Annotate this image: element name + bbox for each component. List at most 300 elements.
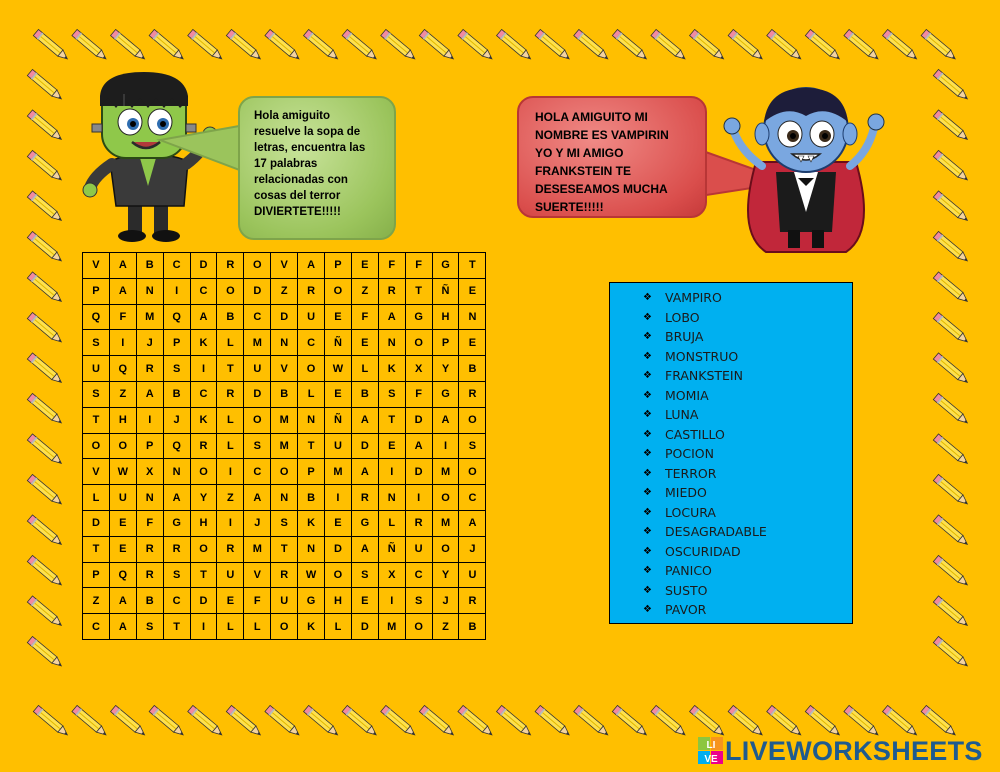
pencil-icon — [188, 705, 225, 737]
grid-cell[interactable]: D — [83, 510, 110, 536]
grid-cell[interactable]: T — [405, 278, 432, 304]
grid-cell[interactable]: K — [298, 614, 325, 640]
grid-cell[interactable]: R — [217, 253, 244, 279]
grid-cell[interactable]: R — [190, 433, 217, 459]
pencil-icon — [342, 705, 379, 737]
diamond-bullet-icon: ❖ — [643, 506, 652, 518]
grid-cell[interactable]: C — [405, 562, 432, 588]
grid-cell[interactable]: S — [163, 356, 190, 382]
grid-cell[interactable]: Z — [109, 381, 136, 407]
pencil-icon — [342, 29, 379, 61]
grid-cell[interactable]: I — [378, 459, 405, 485]
grid-cell[interactable]: R — [405, 510, 432, 536]
grid-cell[interactable]: Z — [351, 278, 378, 304]
word-list-item — [643, 347, 852, 367]
word-list-item — [643, 483, 852, 503]
grid-cell[interactable]: G — [405, 304, 432, 330]
grid-row — [83, 614, 486, 640]
grid-cell[interactable]: K — [190, 407, 217, 433]
word-search-grid — [82, 252, 486, 640]
grid-cell[interactable]: S — [351, 562, 378, 588]
grid-cell[interactable]: I — [217, 510, 244, 536]
word-list-item — [643, 561, 852, 581]
grid-cell[interactable]: V — [83, 459, 110, 485]
grid-cell[interactable]: Z — [432, 614, 459, 640]
word-list-item — [643, 327, 852, 347]
grid-cell[interactable]: S — [163, 562, 190, 588]
grid-cell[interactable]: U — [271, 588, 298, 614]
grid-cell[interactable]: K — [298, 510, 325, 536]
pencil-icon — [226, 705, 263, 737]
grid-cell[interactable]: L — [378, 510, 405, 536]
pencil-icon — [458, 29, 495, 61]
word-list-item — [643, 308, 852, 328]
grid-cell[interactable]: A — [432, 407, 459, 433]
pencil-icon — [933, 434, 970, 466]
grid-cell[interactable]: A — [190, 304, 217, 330]
grid-cell[interactable]: S — [405, 588, 432, 614]
grid-cell[interactable]: T — [163, 614, 190, 640]
grid-cell[interactable]: V — [271, 253, 298, 279]
word-list-item — [643, 288, 852, 308]
pencil-icon — [497, 29, 534, 61]
liveworksheets-text: LIVEWORKSHEETS — [725, 735, 983, 766]
grid-cell[interactable]: A — [109, 278, 136, 304]
pencil-icon — [535, 29, 572, 61]
grid-cell[interactable]: A — [109, 588, 136, 614]
grid-cell[interactable]: R — [217, 536, 244, 562]
grid-cell[interactable]: E — [325, 304, 352, 330]
grid-cell[interactable]: L — [83, 485, 110, 511]
grid-cell[interactable]: L — [217, 407, 244, 433]
grid-cell[interactable]: S — [244, 433, 271, 459]
grid-cell[interactable]: B — [163, 381, 190, 407]
word-list — [610, 283, 852, 620]
grid-cell[interactable]: P — [298, 459, 325, 485]
grid-cell[interactable]: S — [83, 381, 110, 407]
grid-cell[interactable]: N — [136, 278, 163, 304]
grid-cell[interactable]: T — [190, 562, 217, 588]
grid-cell[interactable]: Q — [109, 562, 136, 588]
word-label: MONSTRUO — [665, 348, 739, 364]
pencil-icon — [149, 29, 186, 61]
grid-cell[interactable]: N — [271, 330, 298, 356]
grid-cell[interactable]: W — [298, 562, 325, 588]
grid-cell[interactable]: C — [190, 278, 217, 304]
word-list-item — [643, 542, 852, 562]
grid-cell[interactable]: D — [190, 253, 217, 279]
grid-cell[interactable]: E — [459, 330, 486, 356]
grid-cell[interactable]: F — [351, 304, 378, 330]
grid-cell[interactable]: D — [244, 381, 271, 407]
grid-cell[interactable]: O — [244, 407, 271, 433]
grid-cell[interactable]: O — [432, 536, 459, 562]
diamond-bullet-icon: ❖ — [643, 487, 652, 499]
grid-cell[interactable]: H — [325, 588, 352, 614]
grid-cell[interactable]: T — [83, 407, 110, 433]
grid-cell[interactable]: D — [351, 614, 378, 640]
grid-cell[interactable]: T — [83, 536, 110, 562]
pencil-icon — [27, 191, 64, 223]
grid-cell[interactable]: Y — [432, 562, 459, 588]
pencil-icon — [27, 636, 64, 668]
grid-cell[interactable]: T — [217, 356, 244, 382]
word-list-item — [643, 366, 852, 386]
grid-cell[interactable]: L — [244, 614, 271, 640]
grid-cell[interactable]: M — [325, 459, 352, 485]
grid-cell[interactable]: A — [136, 381, 163, 407]
grid-cell[interactable]: R — [136, 536, 163, 562]
grid-cell[interactable]: X — [136, 459, 163, 485]
grid-cell[interactable]: Y — [190, 485, 217, 511]
grid-cell[interactable]: R — [378, 278, 405, 304]
grid-cell[interactable]: S — [136, 614, 163, 640]
grid-cell[interactable]: E — [109, 536, 136, 562]
grid-cell[interactable]: V — [271, 356, 298, 382]
grid-cell[interactable]: F — [405, 381, 432, 407]
pencil-icon — [27, 515, 64, 547]
grid-cell[interactable]: V — [244, 562, 271, 588]
grid-cell[interactable]: R — [351, 485, 378, 511]
grid-cell[interactable]: R — [217, 381, 244, 407]
pencil-icon — [883, 29, 920, 61]
grid-cell[interactable]: E — [459, 278, 486, 304]
grid-cell[interactable]: G — [432, 381, 459, 407]
grid-cell[interactable]: S — [271, 510, 298, 536]
grid-cell[interactable]: O — [190, 459, 217, 485]
grid-cell[interactable]: I — [217, 459, 244, 485]
pencil-icon — [381, 29, 418, 61]
grid-cell[interactable]: J — [163, 407, 190, 433]
grid-cell[interactable]: M — [432, 510, 459, 536]
grid-cell[interactable]: D — [405, 459, 432, 485]
pencil-icon — [265, 705, 302, 737]
grid-cell[interactable]: M — [271, 407, 298, 433]
grid-cell[interactable]: Q — [83, 304, 110, 330]
grid-cell[interactable]: F — [405, 253, 432, 279]
liveworksheets-badge-icon — [697, 736, 725, 766]
grid-cell[interactable]: G — [432, 253, 459, 279]
pencil-icon — [535, 705, 572, 737]
grid-cell[interactable]: C — [459, 485, 486, 511]
grid-cell[interactable]: I — [190, 356, 217, 382]
grid-cell[interactable]: Z — [217, 485, 244, 511]
grid-cell[interactable]: A — [163, 485, 190, 511]
grid-cell[interactable]: B — [271, 381, 298, 407]
grid-cell[interactable]: A — [405, 433, 432, 459]
grid-cell[interactable]: N — [136, 485, 163, 511]
grid-cell[interactable]: C — [163, 588, 190, 614]
pencil-icon — [933, 191, 970, 223]
grid-cell[interactable]: Ñ — [378, 536, 405, 562]
grid-cell[interactable]: A — [351, 459, 378, 485]
grid-cell[interactable]: I — [163, 278, 190, 304]
grid-cell[interactable]: C — [244, 459, 271, 485]
grid-cell[interactable]: A — [459, 510, 486, 536]
pencil-icon — [111, 29, 148, 61]
word-label: CASTILLO — [665, 426, 725, 442]
grid-cell[interactable]: O — [405, 614, 432, 640]
grid-cell[interactable]: N — [163, 459, 190, 485]
grid-cell[interactable]: D — [405, 407, 432, 433]
grid-row — [83, 588, 486, 614]
grid-cell[interactable]: P — [83, 562, 110, 588]
grid-cell[interactable]: G — [298, 588, 325, 614]
grid-cell[interactable]: R — [459, 381, 486, 407]
grid-cell[interactable]: M — [432, 459, 459, 485]
grid-cell[interactable]: D — [271, 304, 298, 330]
grid-cell[interactable]: D — [351, 433, 378, 459]
grid-cell[interactable]: H — [109, 407, 136, 433]
pencil-icon — [921, 29, 958, 61]
grid-cell[interactable]: A — [378, 304, 405, 330]
grid-cell[interactable]: M — [378, 614, 405, 640]
grid-cell[interactable]: N — [298, 407, 325, 433]
grid-cell[interactable]: H — [190, 510, 217, 536]
word-list-item — [643, 444, 852, 464]
grid-cell[interactable]: U — [405, 536, 432, 562]
grid-cell[interactable]: Y — [432, 356, 459, 382]
diamond-bullet-icon: ❖ — [643, 565, 652, 577]
grid-cell[interactable]: B — [459, 614, 486, 640]
grid-cell[interactable]: Ñ — [432, 278, 459, 304]
grid-cell[interactable]: E — [325, 510, 352, 536]
grid-cell[interactable]: B — [459, 356, 486, 382]
diamond-bullet-icon: ❖ — [643, 448, 652, 460]
grid-cell[interactable]: Q — [163, 433, 190, 459]
word-label: LOBO — [665, 309, 700, 325]
grid-cell[interactable]: U — [217, 562, 244, 588]
word-list-item — [643, 405, 852, 425]
grid-row — [83, 381, 486, 407]
grid-cell[interactable]: O — [298, 356, 325, 382]
grid-cell[interactable]: U — [298, 304, 325, 330]
grid-cell[interactable]: O — [459, 407, 486, 433]
frankenstein-speech-bubble — [238, 96, 396, 240]
grid-cell[interactable]: I — [190, 614, 217, 640]
diamond-bullet-icon: ❖ — [643, 526, 652, 538]
grid-cell[interactable]: E — [109, 510, 136, 536]
pencil-icon — [933, 393, 970, 425]
grid-cell[interactable]: U — [109, 485, 136, 511]
grid-cell[interactable]: R — [459, 588, 486, 614]
grid-cell[interactable]: F — [244, 588, 271, 614]
grid-cell[interactable]: N — [378, 330, 405, 356]
grid-cell[interactable]: L — [217, 614, 244, 640]
grid-cell[interactable]: B — [217, 304, 244, 330]
grid-cell[interactable]: E — [351, 253, 378, 279]
grid-cell[interactable]: V — [83, 253, 110, 279]
grid-cell[interactable]: B — [351, 381, 378, 407]
word-list-item — [643, 386, 852, 406]
grid-cell[interactable]: T — [271, 536, 298, 562]
grid-cell[interactable]: C — [244, 304, 271, 330]
grid-cell[interactable]: E — [325, 381, 352, 407]
grid-cell[interactable]: O — [244, 253, 271, 279]
grid-cell[interactable]: Q — [109, 356, 136, 382]
grid-cell[interactable]: K — [190, 330, 217, 356]
grid-cell[interactable]: I — [378, 588, 405, 614]
grid-cell[interactable]: Q — [163, 304, 190, 330]
grid-cell[interactable]: A — [351, 536, 378, 562]
diamond-bullet-icon: ❖ — [643, 584, 652, 596]
grid-cell[interactable]: N — [271, 485, 298, 511]
grid-cell[interactable]: D — [244, 278, 271, 304]
grid-cell[interactable]: S — [83, 330, 110, 356]
grid-cell[interactable]: X — [378, 562, 405, 588]
grid-cell[interactable]: B — [136, 588, 163, 614]
pencil-icon — [265, 29, 302, 61]
grid-cell[interactable]: F — [109, 304, 136, 330]
grid-cell[interactable]: P — [325, 253, 352, 279]
grid-cell[interactable]: T — [378, 407, 405, 433]
word-list-item — [643, 581, 852, 601]
pencil-icon — [27, 312, 64, 344]
grid-cell[interactable]: G — [351, 510, 378, 536]
grid-row — [83, 253, 486, 279]
grid-cell[interactable]: P — [136, 433, 163, 459]
grid-cell[interactable]: J — [136, 330, 163, 356]
pencil-icon — [226, 29, 263, 61]
grid-cell[interactable]: H — [432, 304, 459, 330]
grid-cell[interactable]: C — [298, 330, 325, 356]
grid-cell[interactable]: C — [190, 381, 217, 407]
grid-cell[interactable]: M — [271, 433, 298, 459]
grid-cell[interactable]: L — [325, 614, 352, 640]
vampire-character — [716, 82, 891, 257]
grid-cell[interactable]: M — [244, 536, 271, 562]
grid-cell[interactable]: R — [271, 562, 298, 588]
grid-cell[interactable]: O — [109, 433, 136, 459]
grid-cell[interactable]: N — [459, 304, 486, 330]
grid-cell[interactable]: A — [244, 485, 271, 511]
grid-cell[interactable]: O — [83, 433, 110, 459]
grid-cell[interactable]: I — [109, 330, 136, 356]
grid-cell[interactable]: I — [432, 433, 459, 459]
grid-cell[interactable]: U — [83, 356, 110, 382]
grid-cell[interactable]: T — [298, 433, 325, 459]
grid-cell[interactable]: E — [217, 588, 244, 614]
pencil-icon — [27, 353, 64, 385]
grid-cell[interactable]: O — [325, 562, 352, 588]
grid-cell[interactable]: S — [378, 381, 405, 407]
word-list-item — [643, 522, 852, 542]
frankenstein-speech-text: Hola amiguito resuelve la sopa de letras, encuentra las 17 palabras relacionadas con cosas del terror DIVIERTETE!!!!! — [254, 110, 366, 218]
grid-cell[interactable]: I — [405, 485, 432, 511]
word-label: SUSTO — [665, 582, 708, 598]
grid-cell[interactable]: L — [351, 356, 378, 382]
grid-cell[interactable]: J — [459, 536, 486, 562]
pencil-icon — [805, 29, 842, 61]
vampire-speech-text: HOLA AMIGUITO MI NOMBRE ES VAMPIRIN YO Y MI AMIGO FRANKSTEIN TE DESESEAMOS MUCHA SUERTE!!!!! — [535, 110, 669, 214]
grid-cell[interactable]: J — [244, 510, 271, 536]
diamond-bullet-icon: ❖ — [643, 292, 652, 304]
pencil-icon — [27, 434, 64, 466]
grid-cell[interactable]: L — [217, 433, 244, 459]
pencil-icon — [27, 231, 64, 263]
pencil-icon — [27, 110, 64, 142]
grid-cell[interactable]: C — [83, 614, 110, 640]
grid-cell[interactable]: O — [271, 614, 298, 640]
grid-cell[interactable]: D — [325, 536, 352, 562]
grid-cell[interactable]: E — [351, 330, 378, 356]
grid-cell[interactable]: O — [217, 278, 244, 304]
grid-cell[interactable]: G — [163, 510, 190, 536]
grid-cell[interactable]: A — [298, 253, 325, 279]
grid-row — [83, 510, 486, 536]
grid-cell[interactable]: U — [459, 562, 486, 588]
grid-cell[interactable]: A — [351, 407, 378, 433]
grid-row — [83, 485, 486, 511]
grid-cell[interactable]: W — [325, 356, 352, 382]
grid-cell[interactable]: X — [405, 356, 432, 382]
grid-cell[interactable]: J — [432, 588, 459, 614]
grid-cell[interactable]: D — [190, 588, 217, 614]
grid-cell[interactable]: K — [378, 356, 405, 382]
grid-cell[interactable]: I — [136, 407, 163, 433]
pencil-icon — [419, 705, 456, 737]
grid-cell[interactable]: L — [217, 330, 244, 356]
grid-cell[interactable]: Z — [271, 278, 298, 304]
grid-cell[interactable]: Ñ — [325, 330, 352, 356]
grid-cell[interactable]: F — [378, 253, 405, 279]
pencil-icon — [933, 69, 970, 101]
grid-cell[interactable]: R — [136, 356, 163, 382]
grid-cell[interactable]: O — [405, 330, 432, 356]
grid-cell[interactable]: R — [136, 562, 163, 588]
grid-cell[interactable]: E — [351, 588, 378, 614]
pencil-icon — [72, 29, 109, 61]
grid-cell[interactable]: R — [298, 278, 325, 304]
grid-cell[interactable]: M — [244, 330, 271, 356]
grid-cell[interactable]: P — [83, 278, 110, 304]
pencil-icon — [27, 596, 64, 628]
grid-cell[interactable]: O — [432, 485, 459, 511]
grid-cell[interactable]: E — [378, 433, 405, 459]
grid-row — [83, 459, 486, 485]
grid-cell[interactable]: O — [325, 278, 352, 304]
grid-cell[interactable]: P — [432, 330, 459, 356]
grid-cell[interactable]: Z — [83, 588, 110, 614]
pencil-icon — [933, 636, 970, 668]
grid-cell[interactable]: Ñ — [325, 407, 352, 433]
grid-cell[interactable]: R — [163, 536, 190, 562]
grid-cell[interactable]: U — [244, 356, 271, 382]
grid-cell[interactable]: F — [136, 510, 163, 536]
grid-cell[interactable]: C — [163, 253, 190, 279]
grid-cell[interactable]: B — [136, 253, 163, 279]
grid-cell[interactable]: I — [325, 485, 352, 511]
grid-cell[interactable]: A — [109, 614, 136, 640]
grid-cell[interactable]: O — [271, 459, 298, 485]
grid-cell[interactable]: N — [378, 485, 405, 511]
word-list-item — [643, 425, 852, 445]
grid-cell[interactable]: W — [109, 459, 136, 485]
grid-cell[interactable]: U — [325, 433, 352, 459]
grid-cell[interactable]: P — [163, 330, 190, 356]
grid-cell[interactable]: L — [298, 381, 325, 407]
pencil-icon — [27, 555, 64, 587]
grid-cell[interactable]: M — [136, 304, 163, 330]
grid-cell[interactable]: O — [459, 459, 486, 485]
pencil-icon — [27, 150, 64, 182]
grid-cell[interactable]: B — [298, 485, 325, 511]
grid-cell[interactable]: T — [459, 253, 486, 279]
grid-cell[interactable]: S — [459, 433, 486, 459]
grid-cell[interactable]: A — [109, 253, 136, 279]
grid-cell[interactable]: O — [190, 536, 217, 562]
grid-cell[interactable]: N — [298, 536, 325, 562]
